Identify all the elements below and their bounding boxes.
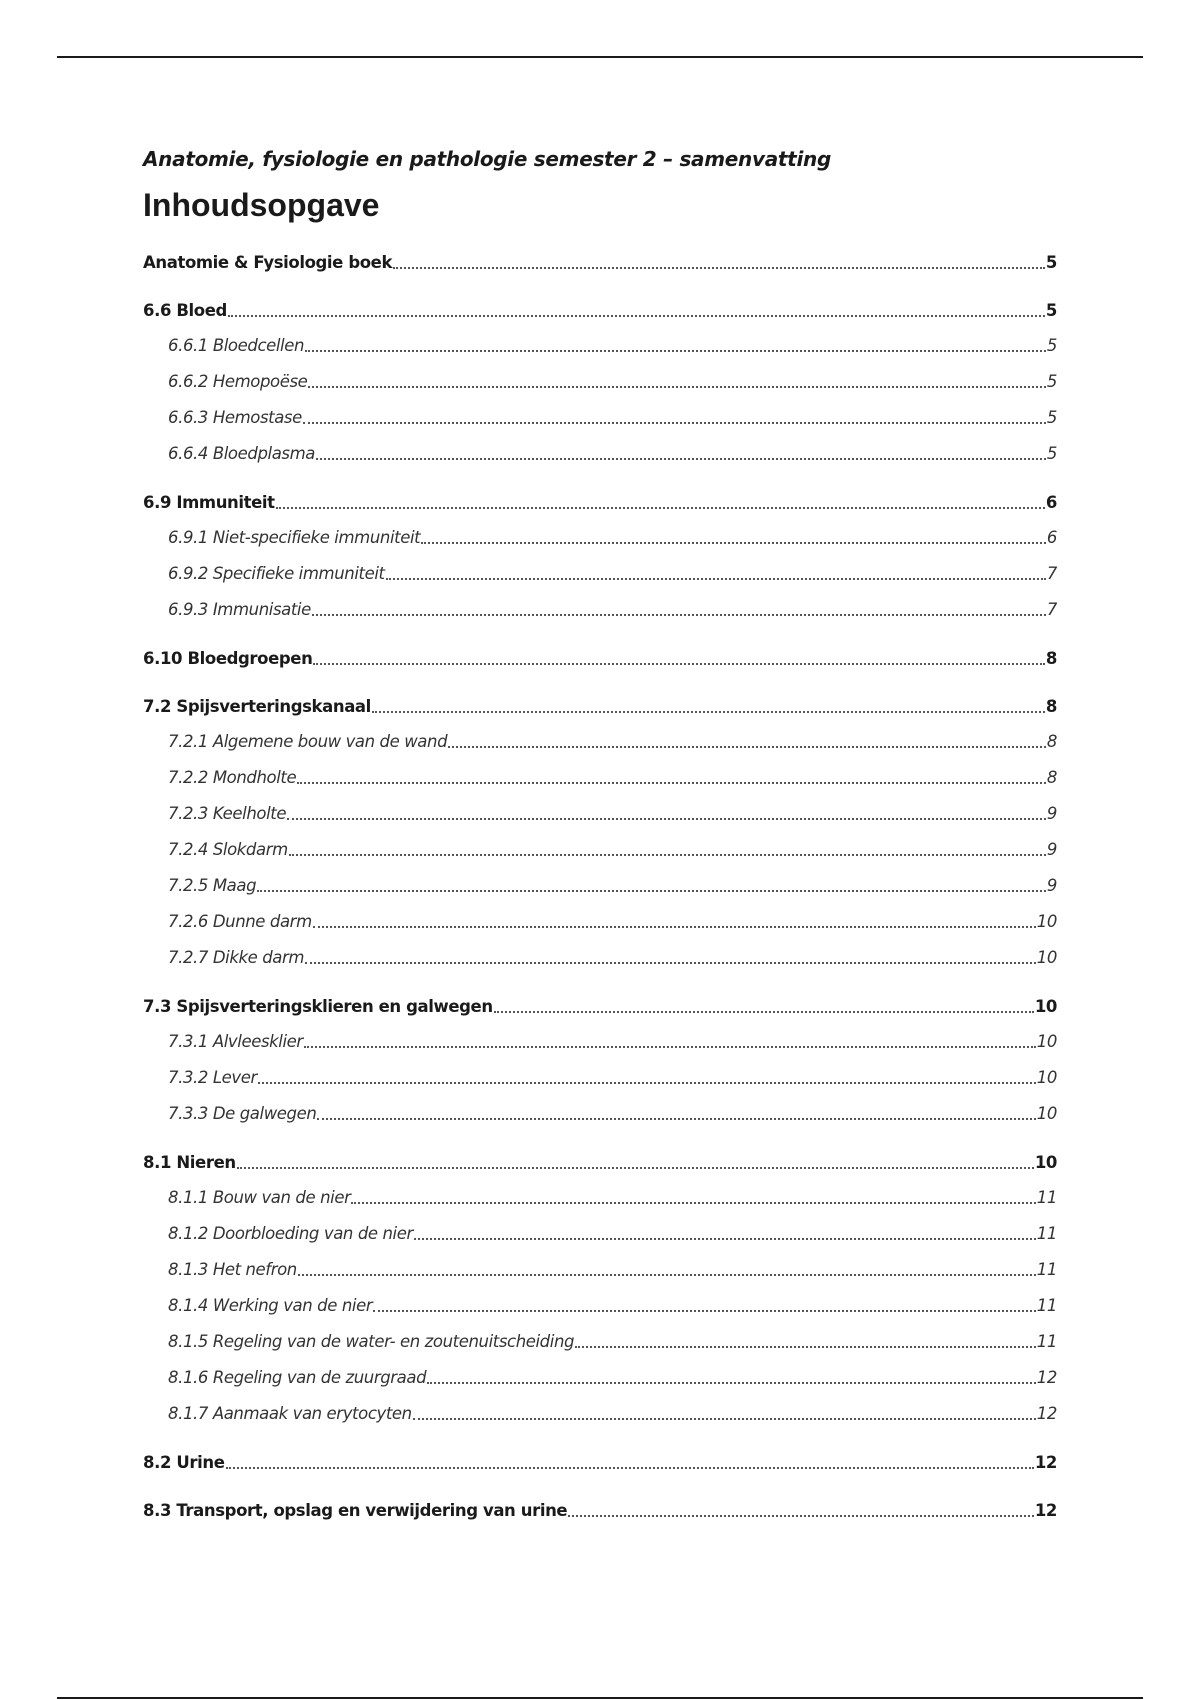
toc-entry-title: 6.6 Bloed [143,301,227,320]
toc-entry[interactable] [143,592,1057,628]
toc-entry-page: 10 [1034,1153,1057,1172]
toc-dot-leader [289,854,1046,856]
toc-entry-title: 8.1.7 Aanmaak van erytocyten [168,1404,412,1423]
toc-entry-page: 10 [1036,948,1057,967]
toc-entry[interactable] [143,832,1057,868]
toc-entry-page: 5 [1045,253,1057,272]
toc-dot-leader [226,1467,1034,1469]
toc-dot-leader [303,422,1046,424]
toc-entry[interactable] [143,520,1057,556]
toc-dot-leader [297,782,1046,784]
toc-entry-title: 6.6.4 Bloedplasma [168,444,316,463]
toc-dot-leader [313,663,1044,665]
toc-dot-leader [228,315,1045,317]
toc-entry-title: 8.1.1 Bouw van de nier [168,1188,351,1207]
toc-entry[interactable] [143,1096,1057,1132]
toc-entry-title: 7.2.3 Keelholte [168,804,287,823]
toc-entry[interactable] [143,400,1057,436]
header-rule [57,56,1143,58]
toc-dot-leader [316,458,1046,460]
toc-entry-page: 5 [1046,444,1057,463]
toc-entry-title: 8.2 Urine [143,1453,225,1472]
toc-entry[interactable] [143,556,1057,592]
toc-heading: Inhoudsopgave [143,187,380,223]
toc-entry-title: 8.1.6 Regeling van de zuurgraad [168,1368,427,1387]
toc-entry-page: 11 [1036,1260,1057,1279]
toc-entry[interactable] [143,1360,1057,1396]
toc-dot-leader [373,1310,1036,1312]
toc-entry-page: 12 [1036,1368,1057,1387]
toc-entry-title: 6.10 Bloedgroepen [143,649,313,668]
toc-entry-page: 9 [1046,876,1057,895]
toc-entry-page: 8 [1045,697,1057,716]
toc-dot-leader [237,1167,1034,1169]
toc-entry[interactable] [143,1024,1057,1060]
toc-entry-page: 5 [1045,301,1057,320]
toc-entry-page: 10 [1036,1068,1057,1087]
toc-entry-title: 8.1.4 Werking van de nier [168,1296,373,1315]
toc-entry-page: 11 [1036,1224,1057,1243]
toc-entry-title: 7.2.5 Maag [168,876,257,895]
toc-dot-leader [313,926,1036,928]
toc-entry[interactable] [143,328,1057,364]
toc-entry-page: 12 [1034,1501,1057,1520]
toc-entry[interactable] [143,364,1057,400]
toc-entry[interactable] [143,1288,1057,1324]
toc-entry-page: 10 [1036,1032,1057,1051]
toc-entry-page: 5 [1046,408,1057,427]
toc-entry[interactable] [143,1180,1057,1216]
toc-entry-page: 6 [1046,528,1057,547]
toc-dot-leader [413,1418,1036,1420]
toc-entry-title: 8.1.5 Regeling van de water- en zoutenuitscheiding [168,1332,575,1351]
toc-entry-page: 10 [1034,997,1057,1016]
toc-entry-page: 12 [1034,1453,1057,1472]
toc-entry[interactable] [143,1446,1057,1480]
toc-entry-title: 8.1 Nieren [143,1153,236,1172]
toc-dot-leader [317,1118,1035,1120]
toc-entry-title: 6.9.3 Immunisatie [168,600,311,619]
toc-dot-leader [494,1011,1034,1013]
toc-dot-leader [305,350,1046,352]
toc-entry[interactable] [143,246,1057,280]
toc-entry-page: 11 [1036,1296,1057,1315]
toc-entry-title: 6.6.2 Hemopoëse [168,372,308,391]
toc-entry[interactable] [143,1060,1057,1096]
toc-entry[interactable] [143,642,1057,676]
toc-entry[interactable] [143,990,1057,1024]
toc-dot-leader [372,711,1045,713]
toc-entry-page: 11 [1036,1188,1057,1207]
toc-dot-leader [427,1382,1036,1384]
toc-entry-page: 10 [1036,1104,1057,1123]
toc-entry-title: 6.6.1 Bloedcellen [168,336,305,355]
toc-entry-page: 5 [1046,336,1057,355]
toc-entry-title: 7.2.7 Dikke darm [168,948,305,967]
toc-entry-page: 12 [1036,1404,1057,1423]
toc-entry-page: 9 [1046,804,1057,823]
document-body [143,140,1057,1528]
toc-entry-title: 7.2.2 Mondholte [168,768,297,787]
toc-entry-page: 11 [1036,1332,1057,1351]
toc-entry[interactable] [143,904,1057,940]
toc-entry-title: 7.2.1 Algemene bouw van de wand [168,732,448,751]
toc-dot-leader [386,578,1046,580]
toc-entry[interactable] [143,1146,1057,1180]
toc-dot-leader [448,746,1046,748]
toc-entry-title: 8.1.2 Doorbloeding van de nier [168,1224,413,1243]
toc-entry[interactable] [143,724,1057,760]
toc-entry-page: 7 [1046,564,1057,583]
toc-entry[interactable] [143,1324,1057,1360]
toc-entry-page: 9 [1046,840,1057,859]
toc-entry[interactable] [143,1216,1057,1252]
toc-entry[interactable] [143,1396,1057,1432]
toc-entry[interactable] [143,940,1057,976]
toc-entry-title: 7.3.1 Alvleesklier [168,1032,303,1051]
toc-entry[interactable] [143,796,1057,832]
toc-entry-title: 7.2.6 Dunne darm [168,912,312,931]
toc-entry-title: 7.3 Spijsverteringsklieren en galwegen [143,997,493,1016]
toc-dot-leader [568,1515,1034,1517]
toc-dot-leader [298,1274,1036,1276]
toc-entry[interactable] [143,690,1057,724]
toc-dot-leader [304,1046,1036,1048]
toc-dot-leader [421,542,1046,544]
toc-dot-leader [308,386,1045,388]
toc-entry-page: 8 [1045,649,1057,668]
toc-dot-leader [351,1202,1035,1204]
document-title: Anatomie, fysiologie en pathologie semester 2 – samenvatting [143,147,831,171]
toc-dot-leader [276,507,1045,509]
toc-dot-leader [312,614,1046,616]
toc-entry[interactable] [143,1494,1057,1528]
toc-entry-title: 8.3 Transport, opslag en verwijdering van urine [143,1501,568,1520]
toc-entry-title: 6.6.3 Hemostase [168,408,302,427]
toc-entry-page: 5 [1046,372,1057,391]
toc-dot-leader [258,1082,1036,1084]
toc-entry-title: 7.2.4 Slokdarm [168,840,288,859]
toc-entry-title: 7.2 Spijsverteringskanaal [143,697,371,716]
toc-entry[interactable] [143,294,1057,328]
toc-entry-title: 6.9 Immuniteit [143,493,275,512]
toc-entry-page: 8 [1046,732,1057,751]
toc-entry[interactable] [143,868,1057,904]
footer-rule [57,1697,1143,1699]
toc-dot-leader [575,1346,1036,1348]
toc-entry[interactable] [143,760,1057,796]
toc-entry[interactable] [143,1252,1057,1288]
toc-entry-title: 6.9.2 Specifieke immuniteit [168,564,385,583]
toc-entry-title: 8.1.3 Het nefron [168,1260,297,1279]
toc-entry-page: 6 [1045,493,1057,512]
toc-entry-page: 8 [1046,768,1057,787]
toc-entry-page: 7 [1046,600,1057,619]
toc-entry-title: 6.9.1 Niet-specifieke immuniteit [168,528,421,547]
toc-dot-leader [393,267,1045,269]
toc-entry[interactable] [143,436,1057,472]
toc-entry-title: Anatomie & Fysiologie boek [143,253,393,272]
toc-entry-page: 10 [1036,912,1057,931]
toc-dot-leader [257,890,1046,892]
table-of-contents [143,246,1057,1528]
toc-entry-title: 7.3.2 Lever [168,1068,257,1087]
toc-dot-leader [305,962,1036,964]
toc-entry-title: 7.3.3 De galwegen [168,1104,317,1123]
toc-entry[interactable] [143,486,1057,520]
toc-dot-leader [414,1238,1036,1240]
toc-dot-leader [287,818,1046,820]
